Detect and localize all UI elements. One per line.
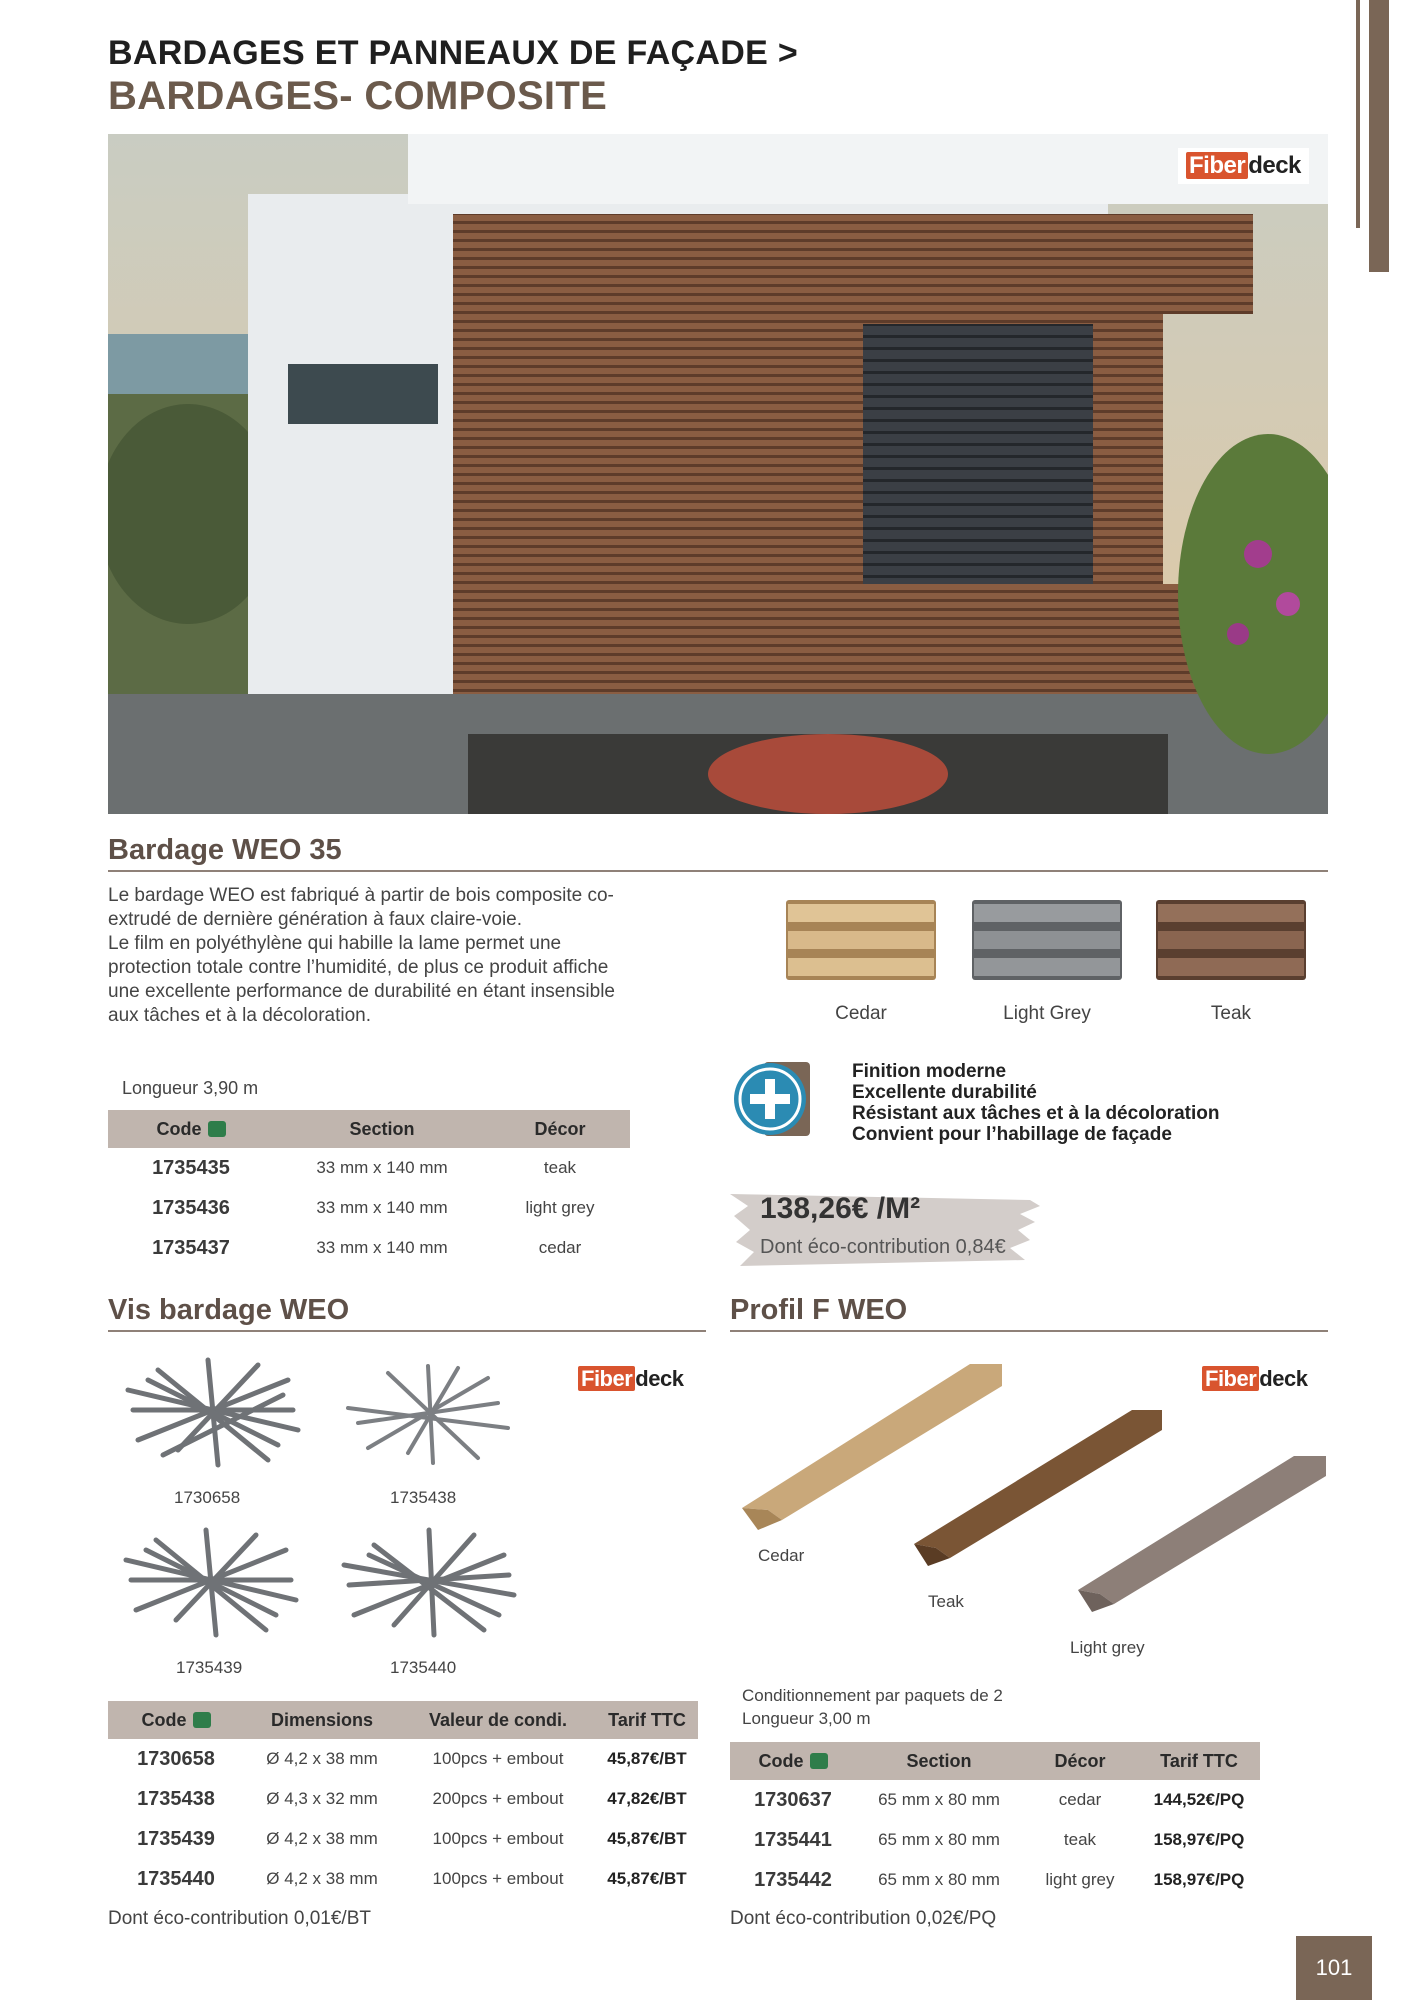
- bardage-table: [108, 1110, 630, 1268]
- screws-image-1735440: [334, 1520, 524, 1640]
- house-icon: [810, 1753, 828, 1769]
- hero-photo: [108, 134, 1328, 814]
- profil-eco: Dont éco-contribution 0,02€/PQ: [730, 1908, 997, 1929]
- brand-logo: Fiber deck: [1178, 148, 1309, 184]
- header-accent-line: [1356, 0, 1360, 228]
- col-tarif: Tarif TTC: [1138, 1742, 1260, 1780]
- profil-brand-logo: Fiber deck: [1194, 1362, 1315, 1396]
- table-row: 1735436 33 mm x 140 mm light grey: [152, 1196, 595, 1219]
- vis-rule: [108, 1330, 706, 1332]
- facade-illustration: [108, 134, 1328, 814]
- table-row: 1730637 65 mm x 80 mm cedar 144,52€/PQ: [754, 1788, 1245, 1811]
- profil-cond-line2: Longueur 3,00 m: [742, 1709, 871, 1728]
- table-row: 1735438 Ø 4,3 x 32 mm 200pcs + embout 47,82€/BT: [137, 1787, 687, 1810]
- col-section: Section: [856, 1742, 1022, 1780]
- profil-rule: [730, 1330, 1328, 1332]
- profil-light-grey-image: [1074, 1452, 1330, 1612]
- table-row: 1735442 65 mm x 80 mm light grey 158,97€/PQ: [754, 1868, 1245, 1891]
- col-code: Code: [108, 1110, 274, 1148]
- house-icon: [193, 1712, 211, 1728]
- vis-title: Vis bardage WEO: [108, 1294, 350, 1326]
- table-row: 1735435 33 mm x 140 mm teak: [152, 1156, 577, 1179]
- screw-code-1: 1730658: [174, 1488, 241, 1507]
- screws-image-1735438: [338, 1358, 518, 1468]
- page-subtitle: BARDAGES- COMPOSITE: [108, 74, 608, 118]
- screws-image-1730658: [118, 1350, 308, 1470]
- table-row: 1730658 Ø 4,2 x 38 mm 100pcs + embout 45,87€/BT: [137, 1747, 687, 1770]
- swatch-teak-image: [1156, 900, 1306, 980]
- swatch-teak-label: Teak: [1210, 1003, 1252, 1024]
- page-number: 101: [1296, 1936, 1372, 2000]
- swatch-teak: [1156, 900, 1306, 985]
- profil-table: [730, 1742, 1260, 1900]
- table-row: 1735440 Ø 4,2 x 38 mm 100pcs + embout 45,87€/BT: [137, 1867, 687, 1890]
- table-row: 1735439 Ø 4,2 x 38 mm 100pcs + embout 45,87€/BT: [137, 1827, 687, 1850]
- swatch-light-grey-label: Light Grey: [1003, 1003, 1091, 1024]
- profil-title: Profil F WEO: [730, 1294, 908, 1326]
- profil-light-grey-label: Light grey: [1070, 1638, 1145, 1657]
- bardage-title: Bardage WEO 35: [108, 834, 342, 866]
- bardage-price: 138,26€ /M²: [760, 1192, 921, 1225]
- bardage-eco: Dont éco-contribution 0,84€: [760, 1236, 1006, 1258]
- profil-cedar-label: Cedar: [758, 1546, 805, 1565]
- col-decor: Décor: [490, 1110, 630, 1148]
- screw-code-4: 1735440: [390, 1658, 457, 1677]
- swatch-cedar: [786, 900, 936, 985]
- swatch-light-grey: [972, 900, 1122, 985]
- col-dimensions: Dimensions: [244, 1701, 400, 1739]
- col-code: Code: [108, 1701, 244, 1739]
- col-decor: Décor: [1022, 1742, 1138, 1780]
- features-list: Finition moderne Excellente durabilité Résistant aux tâches et à la décoloration Convient pour l’habillage de façade: [852, 1061, 1220, 1145]
- swatch-cedar-label: Cedar: [835, 1003, 887, 1024]
- vis-eco: Dont éco-contribution 0,01€/BT: [108, 1908, 371, 1929]
- vis-brand-logo: Fiber deck: [570, 1362, 691, 1396]
- plus-icon: [734, 1060, 812, 1138]
- col-code: Code: [730, 1742, 856, 1780]
- col-tarif: Tarif TTC: [596, 1701, 698, 1739]
- profil-teak-label: Teak: [928, 1592, 964, 1611]
- table-row: 1735437 33 mm x 140 mm cedar: [152, 1236, 582, 1259]
- bardage-description: Le bardage WEO est fabriqué à partir de bois composite co- extrudé de dernière génération à faux claire-voie. Le film en polyéthylène qui habille la lame permet une protection totale contre l’humidité, de plus ce produit affiche une excellente performance de durabilité en étant insensible aux tâches et à la décoloration.: [108, 885, 615, 1026]
- swatch-cedar-image: [786, 900, 936, 980]
- bardage-rule: [108, 870, 1328, 872]
- screw-code-2: 1735438: [390, 1488, 457, 1507]
- table-row: 1735441 65 mm x 80 mm teak 158,97€/PQ: [754, 1828, 1245, 1851]
- screws-image-1735439: [116, 1520, 306, 1640]
- header-accent-bar: [1369, 0, 1389, 272]
- bardage-length: Longueur 3,90 m: [122, 1078, 259, 1098]
- screw-code-3: 1735439: [176, 1658, 243, 1677]
- vis-table: [108, 1701, 698, 1899]
- profil-cond-line1: Conditionnement par paquets de 2: [742, 1686, 1003, 1705]
- house-icon: [208, 1121, 226, 1137]
- col-section: Section: [274, 1110, 490, 1148]
- page-title: BARDAGES ET PANNEAUX DE FAÇADE >: [108, 34, 798, 72]
- swatch-light-grey-image: [972, 900, 1122, 980]
- col-valeur: Valeur de condi.: [400, 1701, 596, 1739]
